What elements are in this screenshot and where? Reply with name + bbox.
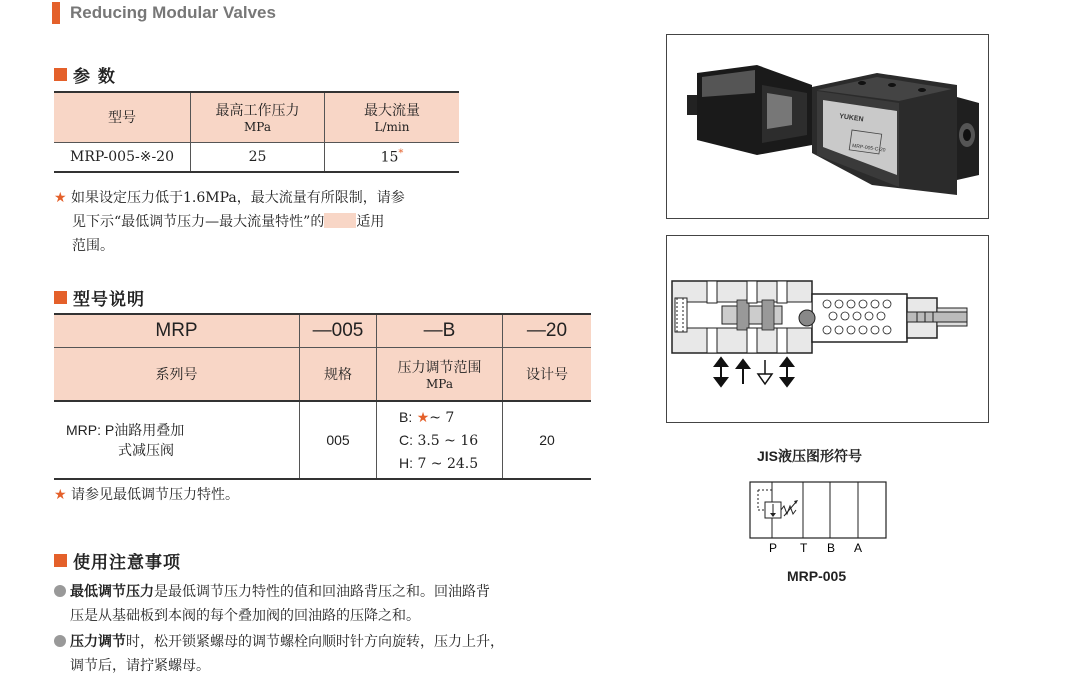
jis-symbol <box>748 480 893 558</box>
code-size: —005 <box>300 314 377 348</box>
section-square-icon <box>54 554 67 567</box>
col-flow-header: 最大流量 L/min <box>325 92 460 142</box>
code-series: MRP <box>54 314 300 348</box>
section-square-icon <box>54 291 67 304</box>
bullet-icon <box>54 585 66 597</box>
port-p-label: P <box>769 541 778 555</box>
usage-item-1: 最低调节压力是最低调节压力特性的值和回油路背压之和。回油路背 压是从基础板到本阀的每个叠加阀的回油路的压降之和。 <box>54 580 614 628</box>
params-heading: 参 数 <box>54 62 116 87</box>
product-brand-text: YUKEN <box>838 113 864 124</box>
code-range: —B <box>377 314 503 348</box>
label-series: 系列号 <box>54 348 300 402</box>
port-a-label: A <box>854 541 863 555</box>
note-min-pressure: ★ 如果设定压力低于1.6MPa，最大流量有所限制，请参 见下示“最低调节压力—最大流量特性”的 适用 范围。 <box>54 190 405 254</box>
bullet-icon <box>54 635 66 647</box>
range-swatch <box>324 213 356 228</box>
size-value: 005 <box>300 401 377 479</box>
product-model-text: MRP-005-C-20 <box>851 143 886 154</box>
page-title-text: Reducing Modular Valves <box>70 3 276 22</box>
model-heading: 型号说明 <box>54 285 145 310</box>
section-drawing <box>666 235 989 423</box>
usage-item-2: 压力调节时，松开锁紧螺母的调节螺栓向顺时针方向旋转，压力上升， 调节后，请拧紧螺母。 <box>54 630 614 678</box>
symbol-title: JIS液压图形符号 <box>757 448 863 464</box>
product-photo <box>666 34 989 219</box>
page-title <box>52 0 276 26</box>
symbol-model: MRP-005 <box>787 568 847 584</box>
note-range: ★ 请参见最低调节压力特性。 <box>54 487 240 503</box>
port-t-label: T <box>800 541 808 555</box>
col-model-header: 型号 <box>54 92 191 142</box>
port-b-label: B <box>827 541 836 555</box>
code-design: —20 <box>503 314 592 348</box>
params-table <box>54 91 459 173</box>
col-pressure-header: 最高工作压力 MPa <box>191 92 325 142</box>
label-range: 压力调节范围 MPa <box>377 348 503 402</box>
range-values: B: ★~ 7 C: 3.5 ~ 16 H: 7 ~ 24.5 <box>377 401 503 479</box>
row-flow: 15* <box>325 142 460 172</box>
title-bar <box>52 2 60 24</box>
series-value: MRP: P油路用叠加 式减压阀 <box>54 401 300 479</box>
model-table <box>54 313 591 480</box>
design-value: 20 <box>503 401 592 479</box>
row-model: MRP-005-※-20 <box>54 142 191 172</box>
section-square-icon <box>54 68 67 81</box>
label-size: 规格 <box>300 348 377 402</box>
row-pressure: 25 <box>191 142 325 172</box>
usage-heading: 使用注意事项 <box>54 548 181 573</box>
label-design: 设计号 <box>503 348 592 402</box>
